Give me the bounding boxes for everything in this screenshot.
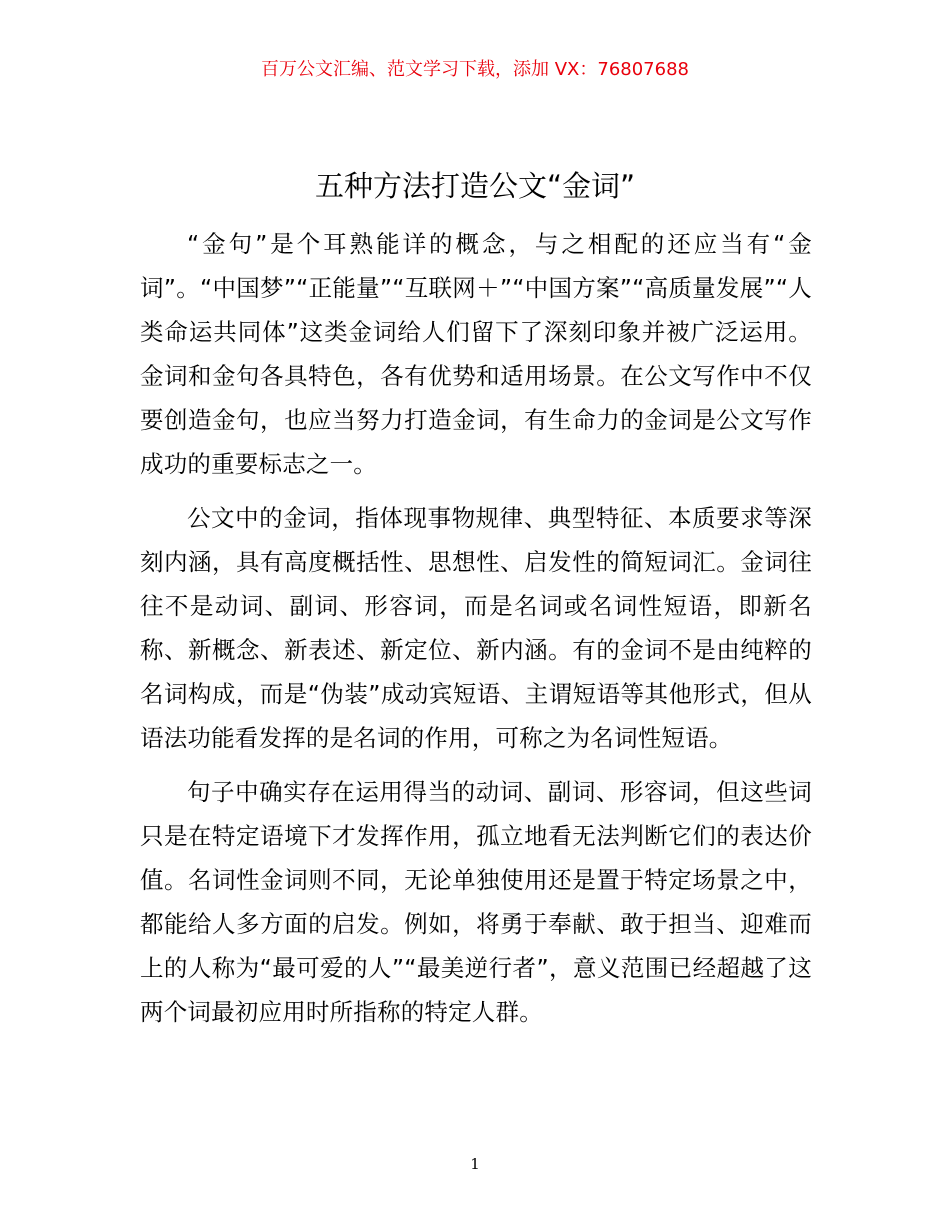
page-number: 1	[470, 1155, 480, 1173]
paragraph: 句子中确实存在运用得当的动词、副词、形容词，但这些词只是在特定语境下才发挥作用，孤立地看无法判断它们的表达价值。名词性金词则不同，无论单独使用还是置于特定场景之中，都能给人多方面的启发。例如，将勇于奉献、敢于担当、迎难而上的人称为“最可爱的人”“最美逆行者”，意义范围已经超越了这两个词最初应用时所指称的特定人群。	[140, 778, 812, 1026]
document-title: 五种方法打造公文“金词”	[314, 169, 636, 203]
paragraph: 公文中的金词，指体现事物规律、典型特征、本质要求等深刻内涵，具有高度概括性、思想性、启发性的简短词汇。金词往往不是动词、副词、形容词，而是名词或名词性短语，即新名称、新概念、新表述、新定位、新内涵。有的金词不是由纯粹的名词构成，而是“伪装”成动宾短语、主谓短语等其他形式，但从语法功能看发挥的是名词的作用，可称之为名词性短语。	[140, 504, 812, 752]
header-banner: 百万公文汇编、范文学习下载，添加 VX：76807688	[261, 59, 689, 80]
paragraph: “金句”是个耳熟能详的概念，与之相配的还应当有“金词”。“中国梦”“正能量”“互联网＋”“中国方案”“高质量发展”“人类命运共同体”这类金词给人们留下了深刻印象并被广泛运用。金词和金句各具特色，各有优势和适用场景。在公文写作中不仅要创造金句，也应当努力打造金词，有生命力的金词是公文写作成功的重要标志之一。	[140, 230, 812, 478]
document-body	[140, 222, 812, 1044]
